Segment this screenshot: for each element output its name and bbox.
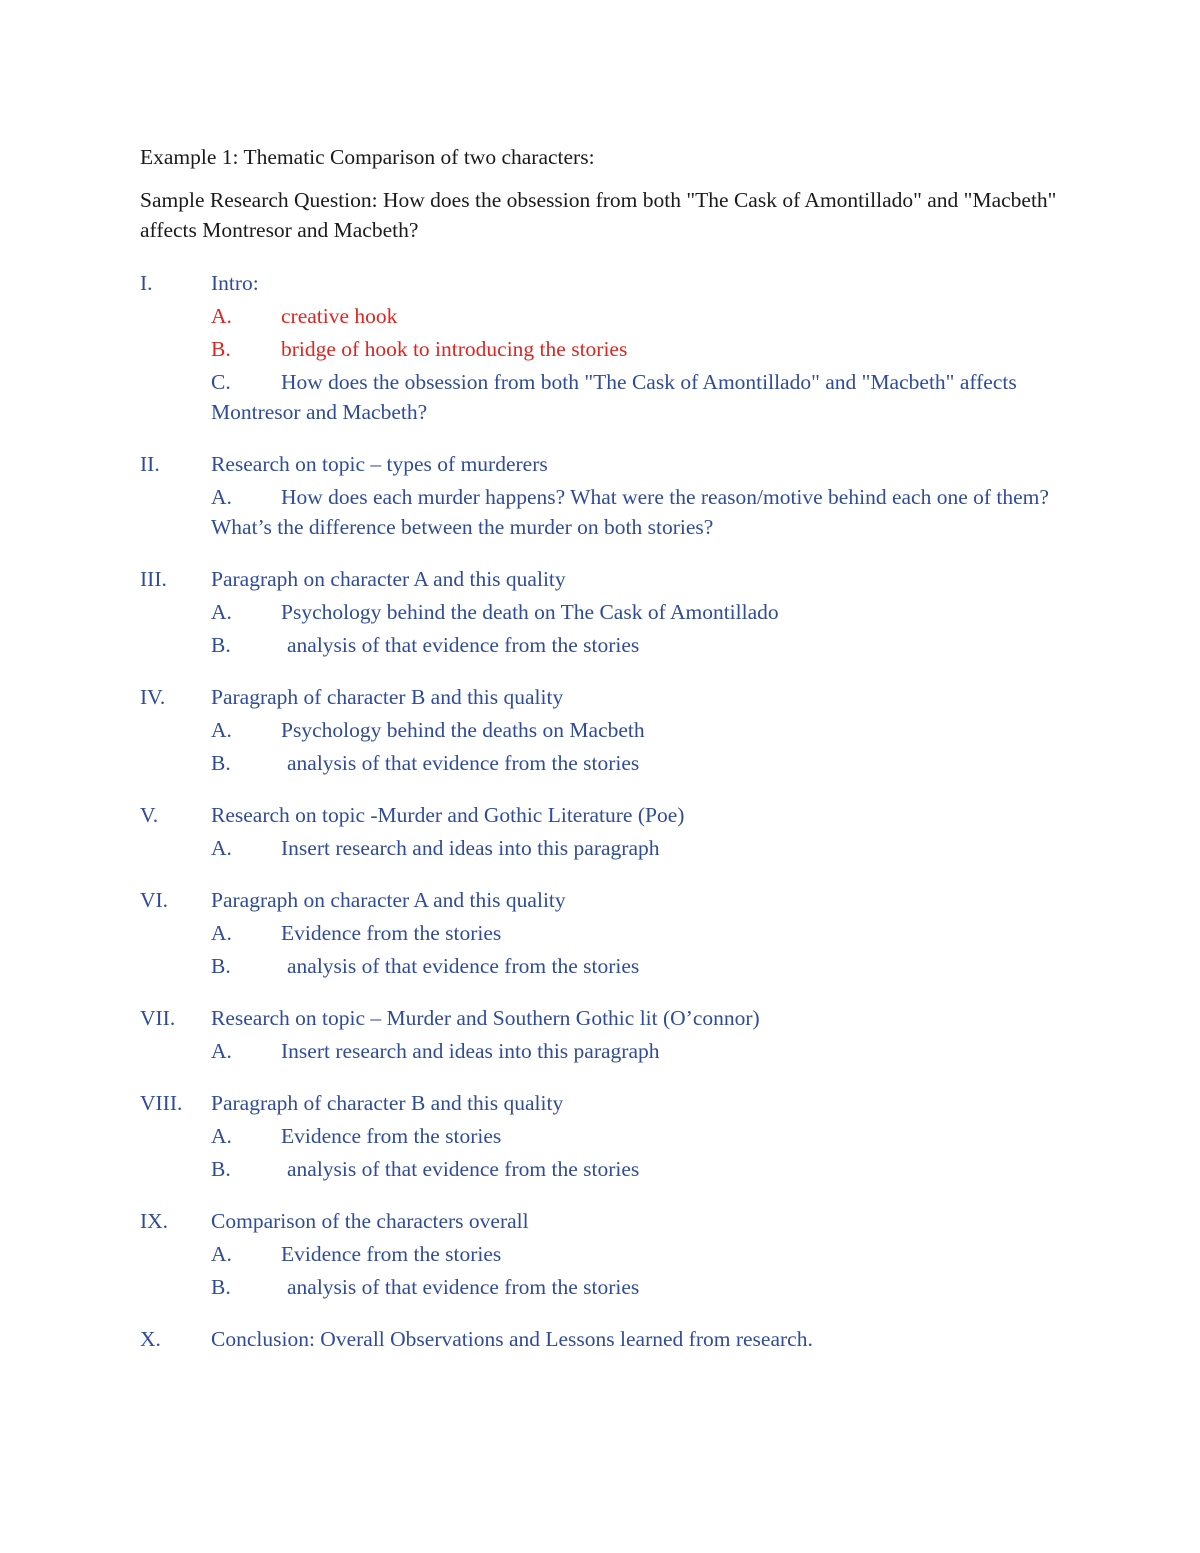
item-text: Insert research and ideas into this paragraph [281,1039,660,1063]
outline-section [140,1088,1070,1184]
item-text: How does the obsession from both "The Cask of Amontillado" and "Macbeth" affects Montresor and Macbeth? [211,370,1017,424]
item-text: analysis of that evidence from the stories [287,751,640,775]
section-title: Conclusion: Overall Observations and Lessons learned from research. [211,1327,813,1351]
item-letter: A. [211,485,232,509]
research-question: Sample Research Question: How does the obsession from both "The Cask of Amontillado" and "Macbeth" affects Montresor and Macbeth? [140,188,1057,242]
outline-item [211,1121,1070,1151]
item-letter: B. [211,751,231,775]
item-letter: A. [211,600,232,624]
section-numeral: IX. [140,1209,169,1233]
outline-section [140,885,1070,981]
outline-section [140,800,1070,863]
outline-item [211,367,1070,427]
outline-item [211,334,1070,364]
item-text: analysis of that evidence from the stories [287,633,640,657]
section-numeral: IV. [140,685,166,709]
item-text: analysis of that evidence from the stories [287,1157,640,1181]
item-text: creative hook [281,304,398,328]
item-letter: A. [211,921,232,945]
item-text: analysis of that evidence from the stories [287,1275,640,1299]
section-title: Paragraph on character A and this quality [211,567,566,591]
section-numeral: X. [140,1327,161,1351]
section-title: Intro: [211,271,259,295]
outline-item [211,482,1070,542]
item-text: Psychology behind the deaths on Macbeth [281,718,645,742]
section-title: Comparison of the characters overall [211,1209,529,1233]
outline-item [211,1239,1070,1269]
outline-section [140,449,1070,542]
outline-section [140,1324,1070,1354]
outline-item [211,1272,1070,1302]
item-text: Evidence from the stories [281,921,502,945]
outline-item [211,748,1070,778]
item-letter: A. [211,304,232,328]
document-heading: Example 1: Thematic Comparison of two characters: [140,145,595,169]
item-text: bridge of hook to introducing the stories [281,337,628,361]
item-text: analysis of that evidence from the stories [287,954,640,978]
item-letter: B. [211,337,231,361]
outline-item [211,597,1070,627]
outline-item [211,715,1070,745]
item-text: Insert research and ideas into this paragraph [281,836,660,860]
outline-item [211,918,1070,948]
outline-section [140,682,1070,778]
section-numeral: II. [140,452,160,476]
item-letter: B. [211,1275,231,1299]
item-letter: C. [211,370,231,394]
section-numeral: I. [140,271,153,295]
outline-item [211,301,1070,331]
item-letter: A. [211,1039,232,1063]
item-text: How does each murder happens? What were the reason/motive behind each one of them? What’s the difference between the murder on both stories? [211,485,1049,539]
item-letter: B. [211,633,231,657]
section-numeral: VIII. [140,1091,183,1115]
section-title: Research on topic – Murder and Southern Gothic lit (O’connor) [211,1006,760,1030]
section-numeral: VII. [140,1006,176,1030]
section-title: Paragraph of character B and this quality [211,685,564,709]
section-title: Research on topic – types of murderers [211,452,548,476]
outline-item [211,1154,1070,1184]
item-letter: A. [211,836,232,860]
item-letter: A. [211,718,232,742]
outline-section [140,1206,1070,1302]
outline-item [211,951,1070,981]
item-text: Psychology behind the death on The Cask of Amontillado [281,600,779,624]
section-title: Paragraph of character B and this quality [211,1091,564,1115]
item-letter: A. [211,1242,232,1266]
outline-item [211,833,1070,863]
essay-outline [140,268,1070,1376]
item-letter: B. [211,954,231,978]
outline-section [140,564,1070,660]
section-title: Paragraph on character A and this quality [211,888,566,912]
outline-item [211,1036,1070,1066]
item-text: Evidence from the stories [281,1242,502,1266]
item-text: Evidence from the stories [281,1124,502,1148]
section-title: Research on topic -Murder and Gothic Literature (Poe) [211,803,685,827]
section-numeral: V. [140,803,159,827]
outline-section [140,268,1070,427]
outline-item [211,630,1070,660]
item-letter: A. [211,1124,232,1148]
outline-section [140,1003,1070,1066]
item-letter: B. [211,1157,231,1181]
section-numeral: III. [140,567,167,591]
section-numeral: VI. [140,888,169,912]
